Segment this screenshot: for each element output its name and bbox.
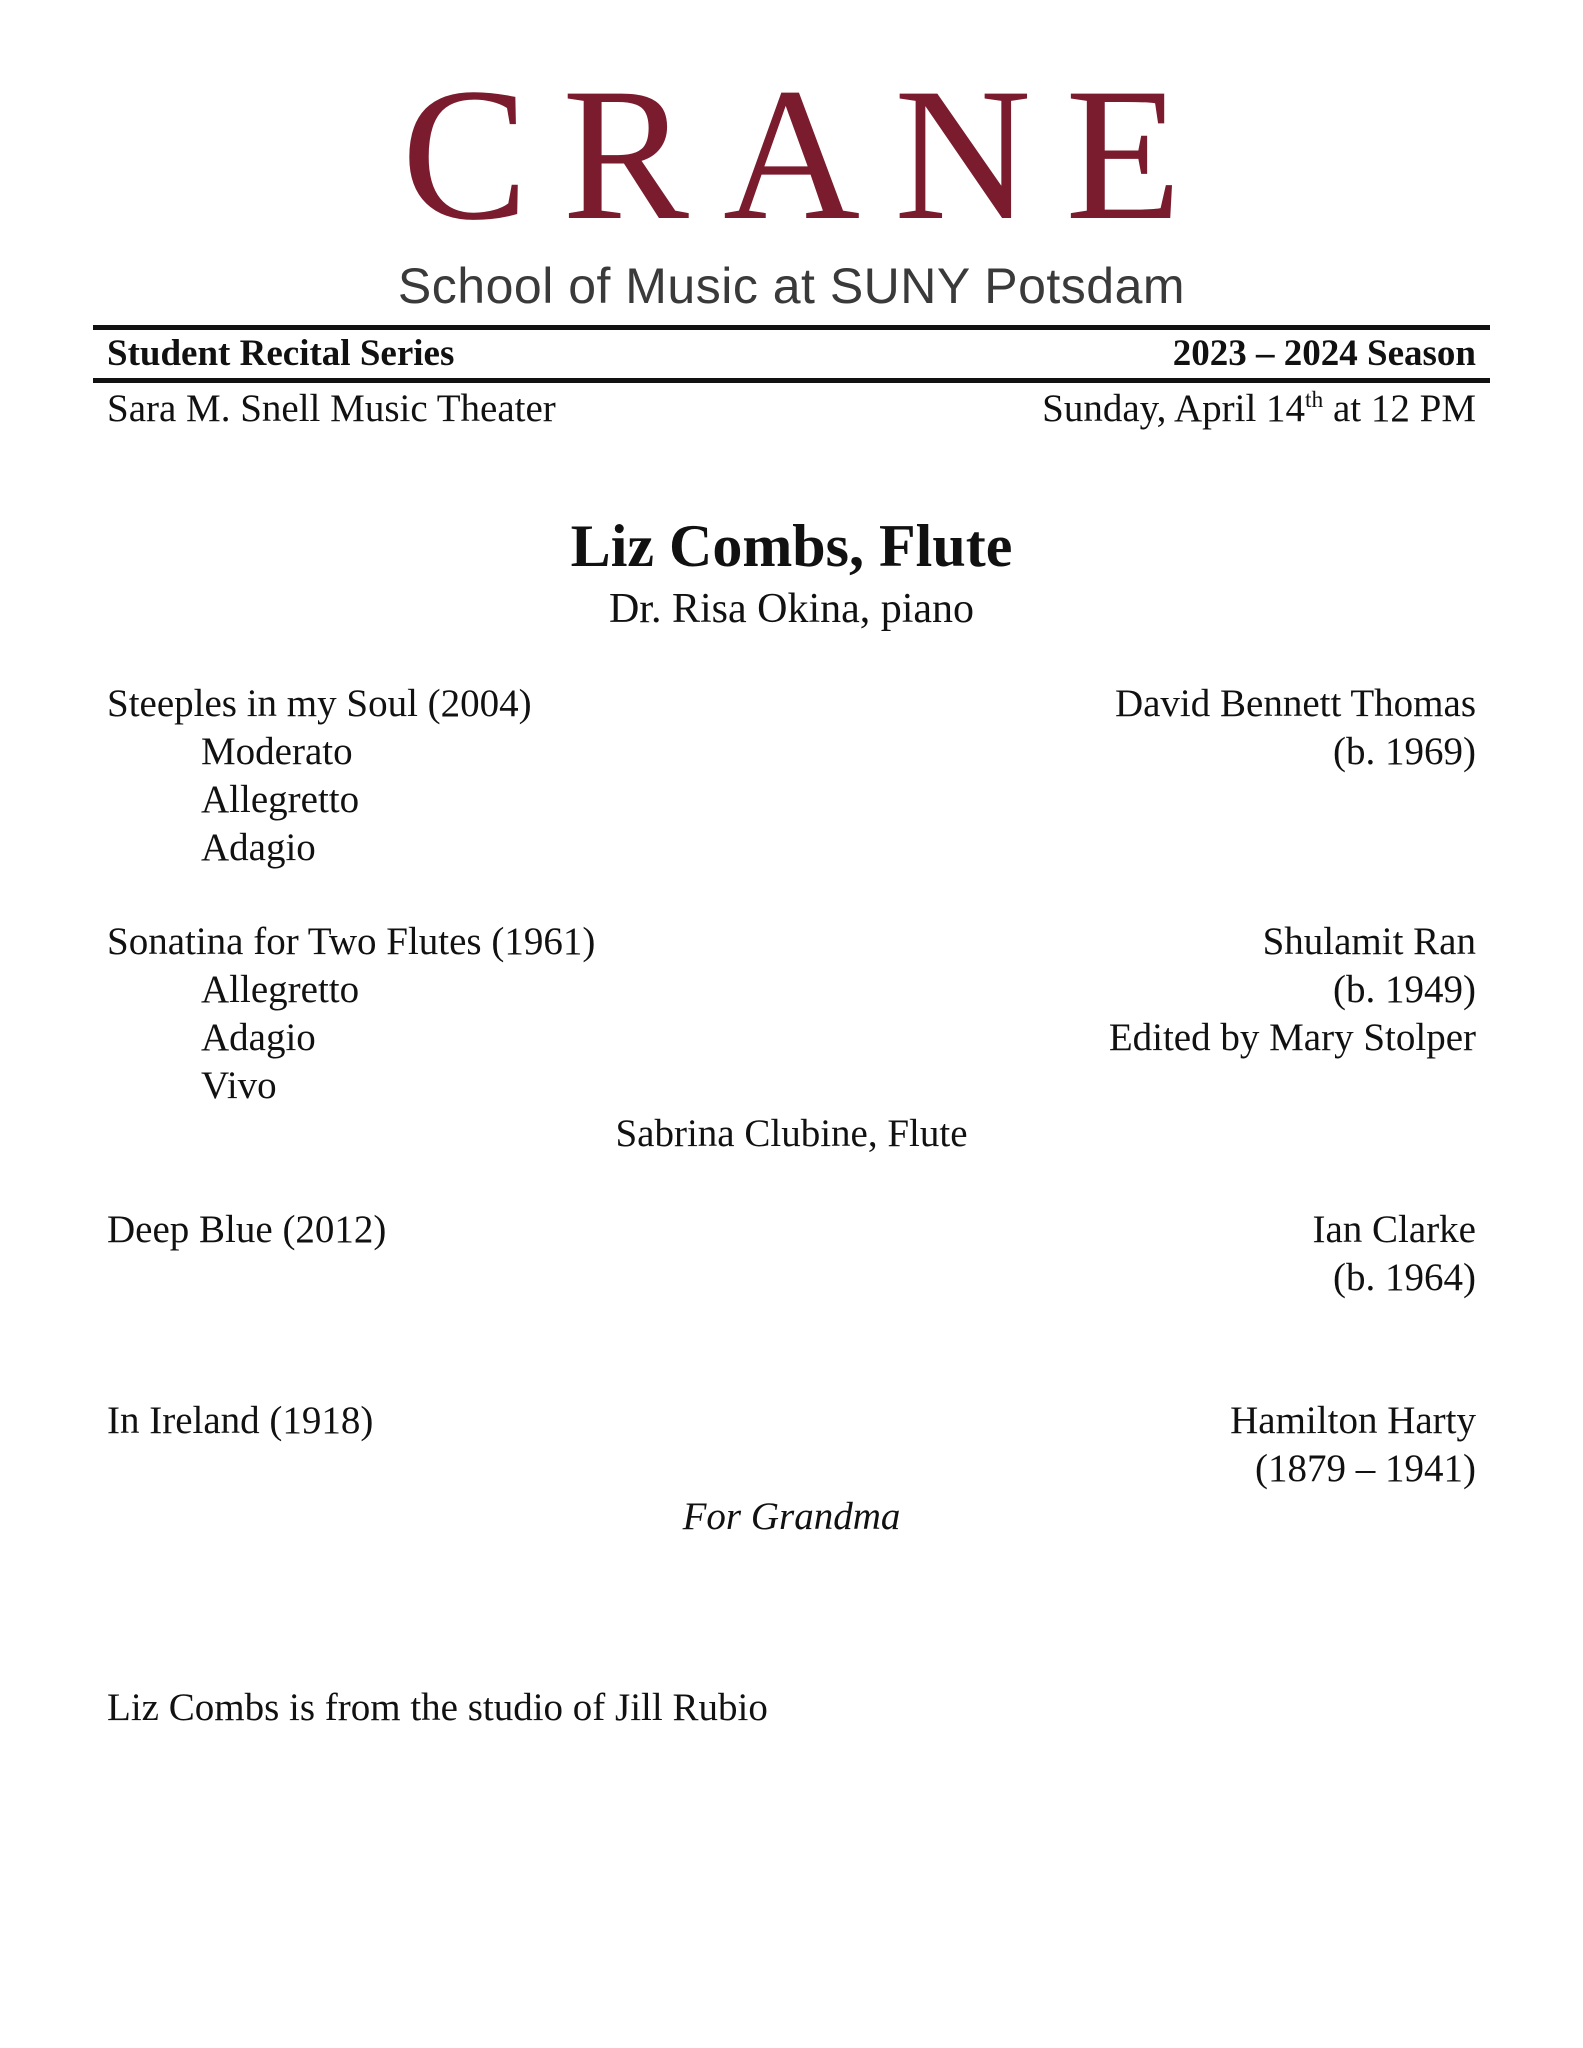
piece-title: In Ireland (1918) <box>107 1399 374 1442</box>
composer-dates: (1879 – 1941) <box>1255 1447 1476 1490</box>
movement: Adagio <box>201 1016 316 1059</box>
event-date <box>1042 384 1476 434</box>
composer-dates: (b. 1949) <box>1333 968 1476 1011</box>
guest-performer: Sabrina Clubine, Flute <box>615 1112 968 1155</box>
event-date-ordinal: th <box>1305 387 1324 413</box>
studio-note: Liz Combs is from the studio of Jill Rubio <box>107 1686 768 1729</box>
venue-row <box>107 384 1476 434</box>
movement: Adagio <box>201 826 316 869</box>
movement: Vivo <box>201 1064 277 1107</box>
piece-title: Deep Blue (2012) <box>107 1208 387 1251</box>
dedication: For Grandma <box>682 1495 901 1538</box>
season-label: 2023 – 2024 Season <box>1172 333 1476 374</box>
composer-dates: (b. 1969) <box>1333 730 1476 773</box>
event-date-time: at 12 PM <box>1323 387 1476 430</box>
movement: Allegretto <box>201 778 360 821</box>
composer-dates: (b. 1964) <box>1333 1256 1476 1299</box>
series-row <box>107 332 1476 376</box>
header-rule-bottom <box>93 378 1490 383</box>
series-name: Student Recital Series <box>107 333 455 374</box>
venue-name: Sara M. Snell Music Theater <box>107 387 556 430</box>
header-rule-top <box>93 325 1490 330</box>
composer-name: Shulamit Ran <box>1262 920 1476 963</box>
event-date-main: Sunday, April 14 <box>1042 387 1306 430</box>
movement: Allegretto <box>201 968 360 1011</box>
performer-name: Liz Combs, Flute <box>570 513 1013 579</box>
editor-credit: Edited by Mary Stolper <box>1108 1016 1476 1059</box>
piece-title: Sonatina for Two Flutes (1961) <box>107 920 596 963</box>
movement: Moderato <box>201 730 353 773</box>
composer-name: Hamilton Harty <box>1230 1399 1476 1442</box>
composer-name: David Bennett Thomas <box>1114 682 1476 725</box>
accompanist-name: Dr. Risa Okina, piano <box>608 586 975 632</box>
logo-subtitle: School of Music at SUNY Potsdam <box>397 258 1186 314</box>
piece-title: Steeples in my Soul (2004) <box>107 682 532 725</box>
crane-logo-wordmark: CRANE <box>401 50 1216 260</box>
composer-name: Ian Clarke <box>1312 1208 1476 1251</box>
